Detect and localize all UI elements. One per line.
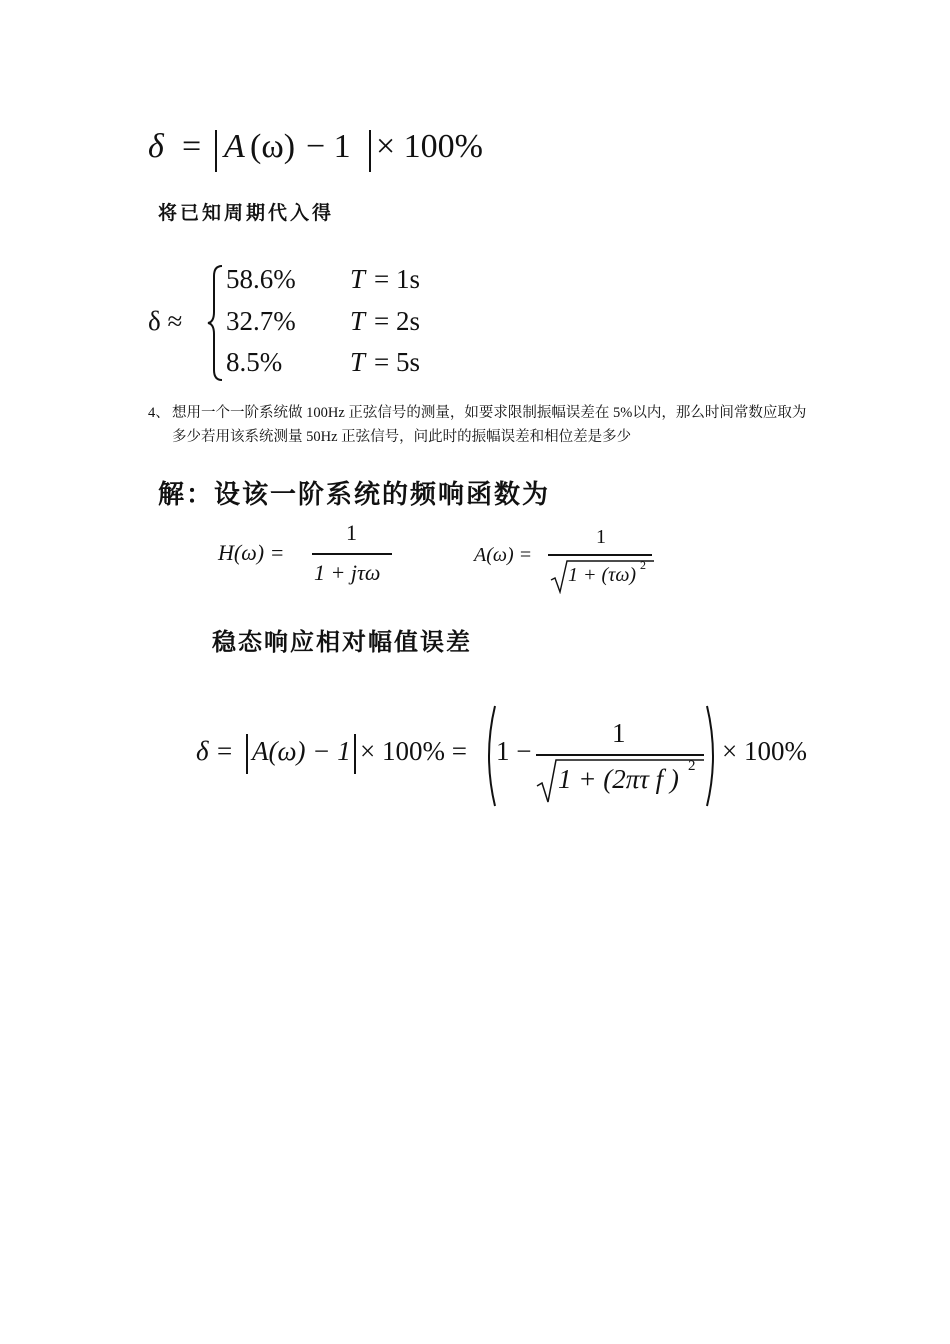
transfer-function-formula xyxy=(218,522,408,592)
formula-lhs: A(ω) = xyxy=(474,544,533,566)
right-paren-icon xyxy=(704,704,722,808)
row-T: T xyxy=(350,306,366,336)
formula-lhs: H(ω) = xyxy=(218,540,285,565)
sqrt-inner: 1 + (2πτ f ) xyxy=(558,764,679,794)
error-formula xyxy=(148,124,508,174)
row-condition: = 5s xyxy=(374,347,420,377)
omega-expr: (ω) xyxy=(250,128,296,165)
amplitude-A: A xyxy=(224,128,245,165)
minus-one: − 1 xyxy=(306,128,351,165)
exponent: 2 xyxy=(640,558,646,572)
relative-amplitude-error-formula xyxy=(196,702,836,812)
times-equals: × 100% = xyxy=(360,736,467,766)
fraction-denominator: 1 + jτω xyxy=(314,560,381,585)
abs-bar-left xyxy=(246,734,248,774)
abs-bar-left xyxy=(215,130,217,172)
fraction-numerator: 1 xyxy=(596,526,606,548)
row-value: 32.7% xyxy=(226,306,296,336)
times-100-percent: × 100% xyxy=(376,128,483,165)
row-condition: = 1s xyxy=(374,264,420,294)
solution-heading: 解：设该一阶系统的频响函数为 xyxy=(158,480,551,510)
row-value: 58.6% xyxy=(226,264,296,294)
substitute-label: 将已知周期代入得 xyxy=(158,202,335,224)
equals-sign: = xyxy=(182,128,202,165)
fraction-bar xyxy=(548,554,652,556)
delta-symbol: δ xyxy=(148,128,164,165)
one-minus: 1 − xyxy=(496,736,532,766)
row-T: T xyxy=(350,347,366,377)
left-brace-icon xyxy=(206,264,226,382)
piecewise-lhs: δ ≈ xyxy=(148,306,183,336)
fraction-numerator: 1 xyxy=(612,718,626,748)
times-100-percent: × 100% xyxy=(722,736,807,766)
abs-bar-right xyxy=(354,734,356,774)
row-value: 8.5% xyxy=(226,347,283,377)
question-number: 4、 xyxy=(148,405,170,421)
amplitude-formula xyxy=(474,528,664,598)
abs-inner: A(ω) − 1 xyxy=(252,736,351,766)
formula-lhs: δ = xyxy=(196,736,234,766)
row-condition: = 2s xyxy=(374,306,420,336)
row-T: T xyxy=(350,264,366,294)
fraction-numerator: 1 xyxy=(346,520,357,545)
exponent: 2 xyxy=(688,758,696,774)
piecewise-result xyxy=(148,262,468,384)
abs-bar-right xyxy=(369,130,371,172)
fraction-bar xyxy=(312,553,392,555)
sqrt-inner: 1 + (τω) xyxy=(568,564,637,586)
steady-state-heading: 稳态响应相对幅值误差 xyxy=(212,628,472,656)
question-text: 想用一个一阶系统做 100Hz 正弦信号的测量，如要求限制振幅误差在 5%以内，那么时间常数应取为多少若用该系统测量 50Hz 正弦信号，问此时的振幅误差和相位差是多少 xyxy=(172,405,807,445)
